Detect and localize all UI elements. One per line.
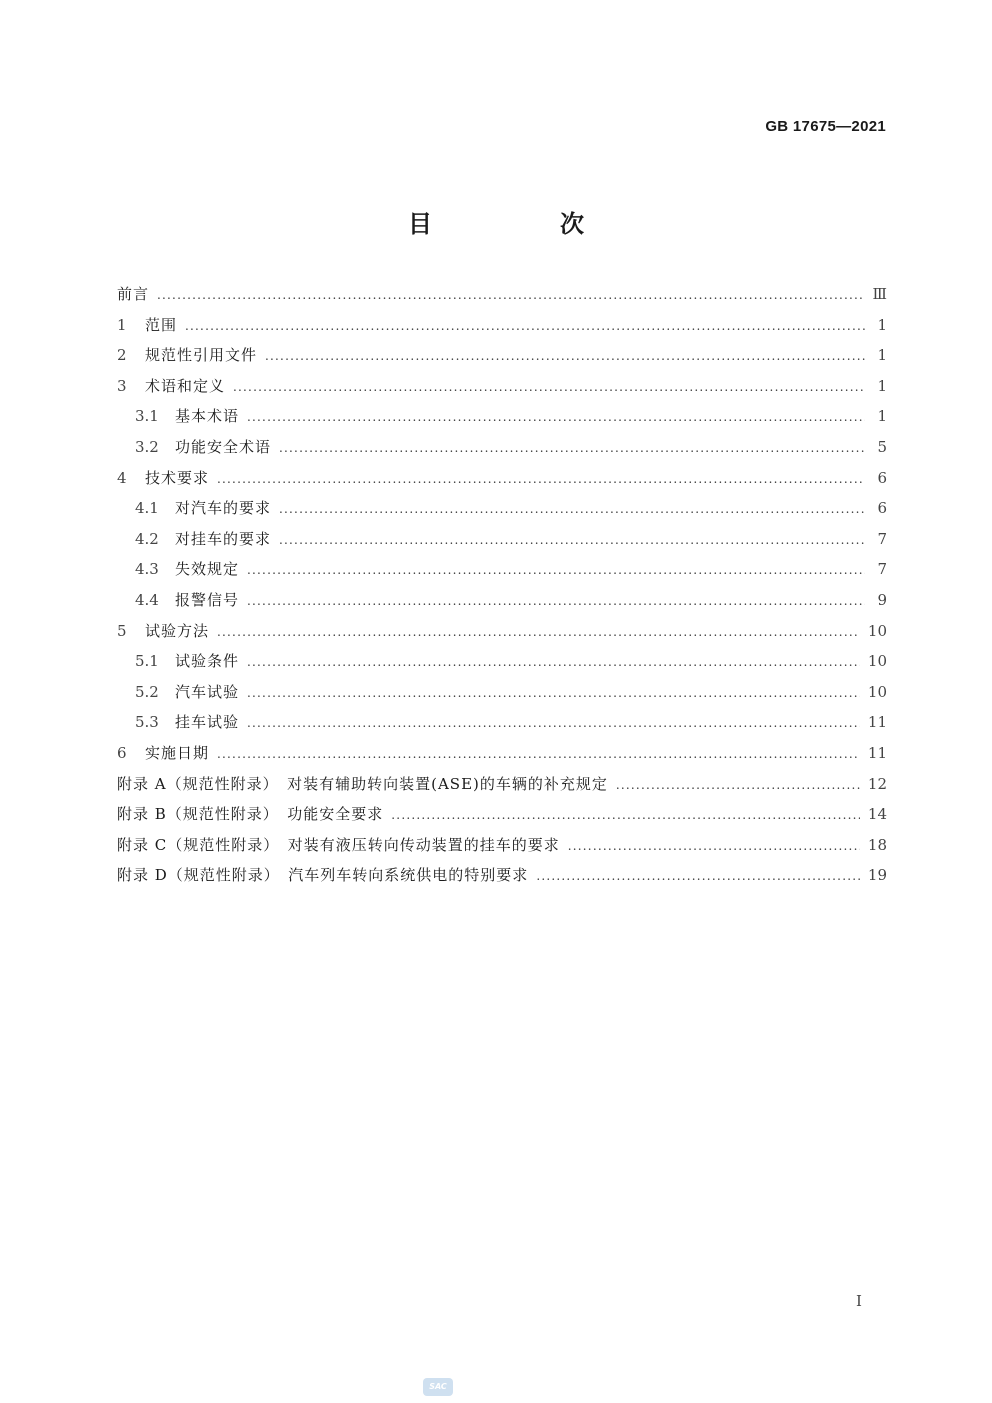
toc-entry-label: 附录 C（规范性附录） 对装有液压转向传动装置的挂车的要求 xyxy=(117,835,560,854)
toc-leader-dots xyxy=(247,594,865,608)
toc-entry-page: 10 xyxy=(867,652,887,671)
toc-entry-page: 10 xyxy=(867,621,887,640)
toc-entry-label: 基本术语 xyxy=(175,407,240,426)
toc-entry[interactable] xyxy=(117,620,887,651)
toc-entry[interactable] xyxy=(117,803,887,834)
toc-leader-dots xyxy=(247,563,865,577)
toc-entry-page: 1 xyxy=(877,346,887,365)
toc-entry-label: 技术要求 xyxy=(145,468,210,487)
toc-entry-label: 挂车试验 xyxy=(175,713,240,732)
toc-entry[interactable] xyxy=(117,314,887,345)
toc-entry-number: 5.2 xyxy=(135,682,159,701)
toc-leader-dots xyxy=(233,380,865,394)
toc-entry-page: 6 xyxy=(877,499,887,518)
toc-entry-label: 试验条件 xyxy=(175,652,240,671)
toc-entry-label: 术语和定义 xyxy=(145,376,226,395)
toc-entry[interactable] xyxy=(117,283,887,314)
toc-entry-page: 1 xyxy=(877,407,887,426)
toc-entry-label: 试验方法 xyxy=(145,621,210,640)
toc-leader-dots xyxy=(279,533,865,547)
toc-entry-number: 4.3 xyxy=(135,560,159,579)
toc-entry-label: 附录 B（规范性附录） 功能安全要求 xyxy=(117,805,384,824)
toc-entry-page: 7 xyxy=(877,529,887,548)
toc-leader-dots xyxy=(616,778,860,792)
toc-entry-page: 11 xyxy=(867,743,887,762)
toc-entry-number: 2 xyxy=(117,346,127,365)
toc-entry-number: 4 xyxy=(117,468,127,487)
toc-entry-label: 规范性引用文件 xyxy=(145,346,258,365)
toc-entry-number: 3 xyxy=(117,376,127,395)
toc-entry[interactable] xyxy=(117,589,887,620)
toc-leader-dots xyxy=(247,410,865,424)
toc-entry-number: 3.2 xyxy=(135,437,159,456)
toc-leader-dots xyxy=(185,319,865,333)
toc-leader-dots xyxy=(391,808,860,822)
toc-entry-label: 实施日期 xyxy=(145,743,210,762)
toc-leader-dots xyxy=(247,655,860,669)
toc-entry-page: 10 xyxy=(867,682,887,701)
toc-entry-number: 3.1 xyxy=(135,407,159,426)
toc-entry-number: 4.1 xyxy=(135,499,159,518)
toc-entry[interactable] xyxy=(117,711,887,742)
toc-leader-dots xyxy=(279,441,865,455)
toc-entry-number: 1 xyxy=(117,315,127,334)
standard-code: GB 17675—2021 xyxy=(765,118,886,135)
toc-entry-number: 4.4 xyxy=(135,590,159,609)
toc-leader-dots xyxy=(279,502,865,516)
toc-entry-page: Ⅲ xyxy=(872,285,887,303)
toc-entry[interactable] xyxy=(117,834,887,865)
toc-leader-dots xyxy=(536,869,860,883)
sac-watermark-logo: SAC xyxy=(423,1378,453,1396)
toc-leader-dots xyxy=(247,686,860,700)
toc-leader-dots xyxy=(247,716,860,730)
toc-entry[interactable] xyxy=(117,497,887,528)
toc-entry-page: 6 xyxy=(877,468,887,487)
toc-entry-number: 5.1 xyxy=(135,652,159,671)
toc-entry[interactable] xyxy=(117,467,887,498)
toc-entry[interactable] xyxy=(117,405,887,436)
toc-entry[interactable] xyxy=(117,681,887,712)
toc-entry-number: 4.2 xyxy=(135,529,159,548)
toc-leader-dots xyxy=(217,747,860,761)
toc-entry-page: 7 xyxy=(877,560,887,579)
toc-entry-label: 附录 A（规范性附录） 对装有辅助转向装置(ASE)的车辆的补充规定 xyxy=(117,774,608,793)
toc-entry-label: 对汽车的要求 xyxy=(175,499,272,518)
toc-leader-dots xyxy=(568,839,860,853)
toc-entry[interactable] xyxy=(117,344,887,375)
toc-entry[interactable] xyxy=(117,558,887,589)
toc-entry-page: 5 xyxy=(877,437,887,456)
toc-entry-label: 功能安全术语 xyxy=(175,437,272,456)
toc-leader-dots xyxy=(217,472,865,486)
toc-entry[interactable] xyxy=(117,650,887,681)
toc-entry-label: 附录 D（规范性附录） 汽车列车转向系统供电的特别要求 xyxy=(117,866,529,885)
toc-entry-page: 9 xyxy=(877,590,887,609)
toc-entry-page: 11 xyxy=(867,713,887,732)
toc-entry-label: 报警信号 xyxy=(175,590,240,609)
toc-entry-label: 前言 xyxy=(117,285,150,303)
toc-entry-page: 14 xyxy=(867,805,887,824)
toc-entry[interactable] xyxy=(117,864,887,895)
page-number: I xyxy=(856,1292,862,1310)
toc-entry-label: 失效规定 xyxy=(175,560,240,579)
table-of-contents xyxy=(117,283,887,895)
toc-leader-dots xyxy=(265,349,865,363)
toc-title: 目 次 xyxy=(408,210,636,238)
toc-entry-number: 6 xyxy=(117,743,127,762)
toc-entry[interactable] xyxy=(117,436,887,467)
toc-entry-page: 1 xyxy=(877,376,887,395)
toc-entry[interactable] xyxy=(117,742,887,773)
toc-entry-page: 12 xyxy=(867,774,887,793)
toc-leader-dots xyxy=(217,625,860,639)
toc-entry-label: 范围 xyxy=(145,315,178,334)
toc-leader-dots xyxy=(157,288,865,302)
toc-entry-page: 18 xyxy=(867,835,887,854)
toc-entry-number: 5 xyxy=(117,621,127,640)
toc-entry[interactable] xyxy=(117,773,887,804)
toc-entry[interactable] xyxy=(117,375,887,406)
toc-entry-page: 1 xyxy=(877,315,887,334)
toc-entry-page: 19 xyxy=(867,866,887,885)
toc-entry-number: 5.3 xyxy=(135,713,159,732)
toc-entry[interactable] xyxy=(117,528,887,559)
toc-entry-label: 对挂车的要求 xyxy=(175,529,272,548)
toc-entry-label: 汽车试验 xyxy=(175,682,240,701)
